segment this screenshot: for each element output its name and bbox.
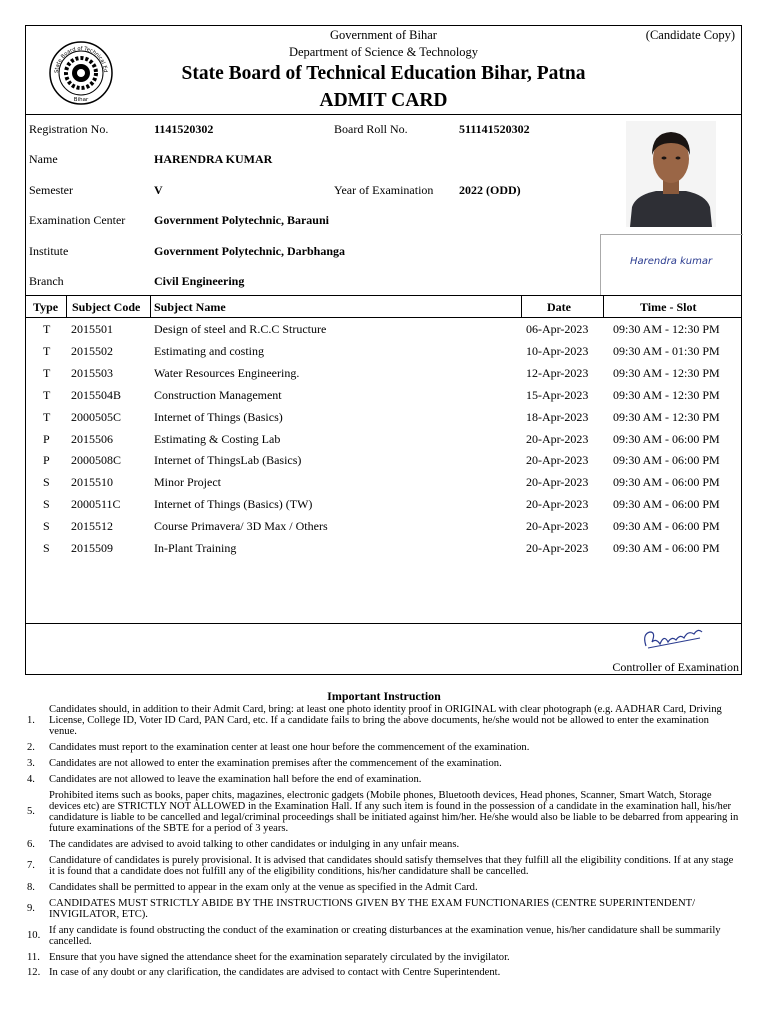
instruction-number: 8.	[27, 881, 35, 893]
table-row	[26, 410, 741, 432]
row-date: 20-Apr-2023	[526, 519, 589, 534]
table-row	[26, 344, 741, 366]
row-subject-code: 2015509	[71, 541, 113, 555]
row-date: 20-Apr-2023	[526, 497, 589, 512]
table-bottom-border	[26, 623, 741, 624]
subject-name-header: Subject Name	[154, 300, 226, 314]
instruction-number: 6.	[27, 839, 35, 850]
instruction-text: Candidates must report to the examination center at least one hour before the commencement of the examination.	[49, 742, 530, 754]
column-divider	[603, 295, 604, 317]
table-top-border	[26, 295, 741, 296]
row-date: 06-Apr-2023	[526, 322, 589, 336]
candidate-photo	[626, 121, 716, 227]
table-row	[26, 475, 741, 497]
row-date: 15-Apr-2023	[526, 387, 589, 402]
row-date: 20-Apr-2023	[526, 431, 589, 446]
row-subject-code: 2015512	[71, 519, 113, 534]
row-time-slot: 09:30 AM - 06:00 PM	[613, 431, 720, 446]
roll-label: Board Roll No.	[334, 122, 408, 136]
year-label: Year of Examination	[334, 183, 434, 197]
table-row	[26, 432, 741, 454]
date-header: Date	[547, 300, 571, 314]
instruction-item	[27, 898, 739, 920]
row-date: 20-Apr-2023	[526, 541, 589, 555]
row-type: S	[43, 497, 50, 512]
instruction-text: The candidates are advised to avoid talking to other candidates or indulging in any unfair means.	[49, 839, 460, 850]
instruction-text: Prohibited items such as books, paper chits, magazines, electronic gadgets (Mobile phones, Bluetooth devices, Head phones, Scanner, Smart Watch, Storage devices etc) are STRICTLY NOT ALLOWED in the Examination Hall. If any such item is found in the possession of a candidate in the examination hall, his/her candidature is liable to be cancelled and legal/criminal proceedings shall be initiated against him/her. He/she would also be liable to be debarred from appearing in future examinations of the SBTE for a period of 3 years.	[49, 789, 739, 835]
time-slot-header: Time - Slot	[640, 300, 697, 314]
row-subject-name: Estimating and costing	[154, 343, 264, 358]
instructions-title: Important Instruction	[327, 689, 441, 703]
row-time-slot: 09:30 AM - 12:30 PM	[613, 365, 720, 380]
row-subject-name: Internet of Things (Basics) (TW)	[154, 497, 313, 512]
table-row	[26, 541, 741, 563]
instruction-text: Candidature of candidates is purely provisional. It is advised that candidates should satisfy themselves that they fulfill all the eligibility conditions. If at any stage it is found that a candidate does not fulfill any of the eligibility conditions, his/her candidature shall be cancelled.	[49, 854, 734, 877]
seal-bottom-text: Bihar	[73, 97, 89, 103]
registration-value: 1141520302	[154, 122, 214, 136]
row-time-slot: 09:30 AM - 06:00 PM	[613, 519, 720, 534]
instruction-number: 11.	[27, 951, 40, 963]
institute-value: Government Polytechnic, Darbhanga	[154, 244, 345, 258]
row-subject-code: 2000511C	[71, 497, 121, 512]
candidate-signature: Harendra kumar	[630, 256, 713, 267]
roll-value: 511141520302	[459, 122, 530, 136]
instruction-item	[27, 704, 739, 738]
row-subject-code: 2000505C	[71, 409, 122, 424]
instruction-item	[27, 774, 739, 785]
row-type: T	[43, 387, 51, 402]
table-row	[26, 388, 741, 410]
column-divider	[66, 295, 67, 317]
instruction-text: In case of any doubt or any clarification, the candidates are advised to contact with Centre Superintendent.	[49, 967, 501, 979]
table-row	[26, 497, 741, 519]
row-subject-name: Course Primavera/ 3D Max / Others	[154, 519, 328, 534]
row-subject-code: 2015502	[71, 343, 113, 358]
instruction-text: Candidates are not allowed to enter the examination premises after the commencement of the examination.	[49, 758, 502, 769]
row-type: S	[43, 541, 50, 555]
row-time-slot: 09:30 AM - 01:30 PM	[613, 343, 720, 358]
instruction-number: 12.	[27, 967, 41, 979]
center-value: Government Polytechnic, Barauni	[154, 213, 329, 227]
table-row	[26, 453, 741, 475]
instruction-text: CANDIDATES MUST STRICTLY ABIDE BY THE INSTRUCTIONS GIVEN BY THE EXAM FUNCTIONARIES (CENTRE SUPERINTENDENT/ INVIGILATOR, ETC).	[49, 897, 696, 920]
row-type: T	[43, 409, 51, 424]
row-subject-code: 2000508C	[71, 453, 122, 468]
instruction-item	[27, 742, 739, 753]
row-subject-code: 2015501	[71, 322, 113, 336]
instruction-text: Candidates should, in addition to their Admit Card, bring: at least one photo identity proof in ORIGINAL with clear photograph (e.g. AADHAR Card, Driving License, College ID, Voter ID Card, PAN Card, etc. If a candidate fails to bring the above documents, he/she would not be allowed to enter the examination venue.	[49, 704, 722, 738]
controller-label: Controller of Examination	[612, 660, 739, 674]
registration-label: Registration No.	[29, 122, 109, 136]
instruction-number: 10.	[27, 930, 41, 942]
instruction-item	[27, 882, 739, 893]
department-label: Department of Science & Technology	[288, 45, 479, 59]
instruction-item	[27, 790, 739, 835]
row-time-slot: 09:30 AM - 06:00 PM	[613, 541, 720, 555]
instruction-text: Candidates are not allowed to leave the examination hall before the end of examination.	[49, 773, 422, 785]
row-time-slot: 09:30 AM - 12:30 PM	[613, 322, 720, 336]
table-header-border	[26, 317, 741, 318]
row-date: 20-Apr-2023	[526, 453, 589, 468]
instruction-text: If any candidate is found obstructing the conduct of the examination or creating disturbances at the examination venue, his/her candidature shall be summarily cancelled.	[49, 924, 721, 947]
board-title: State Board of Technical Education Bihar, Patna	[181, 63, 586, 84]
column-divider	[150, 295, 151, 317]
instruction-number: 9.	[27, 903, 35, 915]
branch-value: Civil Engineering	[154, 274, 245, 288]
institute-label: Institute	[29, 244, 69, 258]
instruction-number: 4.	[27, 773, 35, 785]
admit-card-title: ADMIT CARD	[319, 90, 448, 111]
instruction-number: 5.	[27, 806, 35, 818]
semester-label: Semester	[29, 183, 73, 197]
instruction-item	[27, 967, 739, 978]
row-subject-name: Water Resources Engineering.	[154, 365, 300, 380]
row-subject-name: Construction Management	[154, 387, 282, 402]
row-type: T	[43, 343, 51, 358]
instruction-text: Ensure that you have signed the attendance sheet for the examination separately circulated by the invigilator.	[49, 951, 510, 963]
row-subject-name: In-Plant Training	[154, 541, 237, 555]
card-header	[26, 26, 741, 115]
instruction-item	[27, 839, 739, 850]
row-date: 10-Apr-2023	[526, 343, 589, 358]
row-subject-name: Minor Project	[154, 475, 221, 490]
type-header: Type	[33, 300, 59, 314]
semester-value: V	[154, 183, 163, 197]
row-type: P	[43, 453, 50, 468]
instruction-text: Candidates shall be permitted to appear in the exam only at the venue as specified in the Admit Card.	[49, 881, 478, 893]
table-row	[26, 366, 741, 388]
column-divider	[521, 295, 522, 317]
instructions-list	[27, 704, 739, 983]
row-subject-name: Internet of Things (Basics)	[154, 409, 283, 424]
instruction-item	[27, 855, 739, 877]
row-date: 12-Apr-2023	[526, 365, 589, 380]
row-date: 18-Apr-2023	[526, 409, 589, 424]
instruction-number: 1.	[27, 715, 35, 727]
row-subject-name: Estimating & Costing Lab	[154, 431, 281, 446]
copy-label: (Candidate Copy)	[645, 28, 735, 42]
center-label: Examination Center	[29, 213, 126, 227]
instruction-item	[27, 952, 739, 963]
row-date: 20-Apr-2023	[526, 475, 589, 490]
instruction-number: 3.	[27, 758, 35, 769]
branch-label: Branch	[29, 274, 64, 288]
name-value: HARENDRA KUMAR	[154, 152, 273, 166]
row-time-slot: 09:30 AM - 06:00 PM	[613, 497, 720, 512]
row-type: S	[43, 475, 50, 490]
row-subject-code: 2015510	[71, 475, 113, 490]
instruction-item	[27, 758, 739, 769]
row-subject-name: Internet of ThingsLab (Basics)	[154, 453, 302, 468]
row-subject-code: 2015506	[71, 431, 113, 446]
row-subject-code: 2015503	[71, 365, 113, 380]
seal-text: State Board of Technical Ed	[53, 45, 109, 74]
row-type: T	[43, 322, 51, 336]
year-value: 2022 (ODD)	[459, 183, 521, 197]
row-time-slot: 09:30 AM - 12:30 PM	[613, 409, 720, 424]
row-time-slot: 09:30 AM - 12:30 PM	[613, 387, 720, 402]
row-subject-name: Design of steel and R.C.C Structure	[154, 322, 327, 336]
row-time-slot: 09:30 AM - 06:00 PM	[613, 453, 720, 468]
admit-card	[25, 25, 742, 675]
instruction-number: 7.	[27, 860, 35, 872]
controller-signature	[638, 624, 718, 654]
row-subject-code: 2015504B	[71, 387, 122, 402]
row-type: T	[43, 365, 51, 380]
row-time-slot: 09:30 AM - 06:00 PM	[613, 475, 720, 490]
table-row	[26, 519, 741, 541]
row-type: P	[43, 431, 50, 446]
row-type: S	[43, 519, 50, 534]
name-label: Name	[29, 152, 58, 166]
instruction-number: 2.	[27, 742, 35, 754]
instruction-item	[27, 925, 739, 947]
table-row	[26, 322, 741, 344]
government-label: Government of Bihar	[330, 28, 437, 42]
subject-code-header: Subject Code	[72, 300, 141, 314]
